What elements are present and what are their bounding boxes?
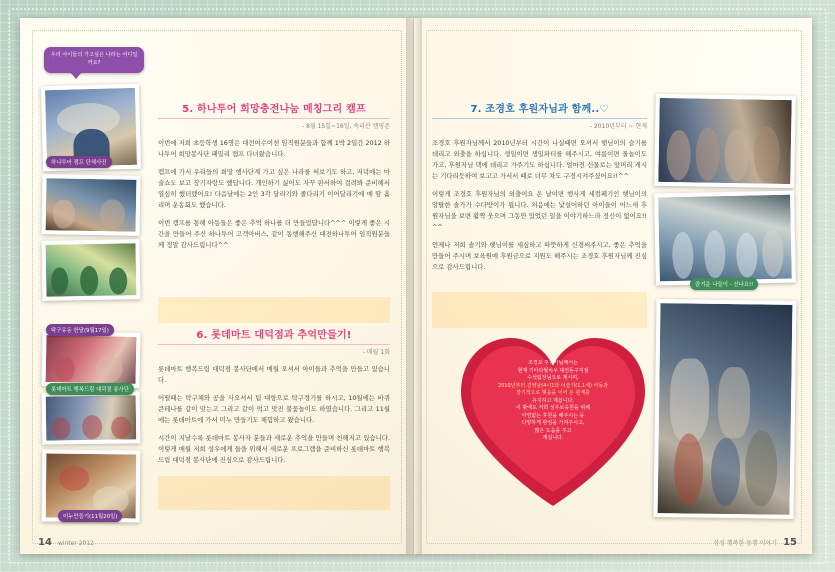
heart-line-4: 장기적으로 맺음을 이어 온 관계를 <box>516 390 590 396</box>
left-footer-label: winter 2012 <box>57 540 94 547</box>
article-6-p2: 어떨때는 탁구채와 공을 사오셔서 팀 대항으로 탁구경기를 하시고, 10월에는 바퀴큰테나를 같이 맞는고 그리고 같이 먹고 맛진 불꽃놀이도 하였습니다. 그리고 11월에는 롯데마트에 가서 미누 만들기도 체험하고 왔습니다. <box>158 394 390 425</box>
article-7-p1: 조경호 후원자님께서 2010년부터 시간이 나실때면 오셔서 햇님이의 슬기를 데리고 외출을 하십니다. 생일이면 생일파티를 해주시고, 여름이면 물놀이도 가고, 후원자님 댁에 데리고 가주기도 하십니다. 얼마전 선물로는 앞머리 캐시는 기다리듯하여 보고고 가서서 때로 너무 차도 구경시켜주셨어요!!^^ <box>432 139 647 181</box>
photo-table-tennis <box>41 331 140 388</box>
article-5-rule <box>158 118 390 119</box>
article-7-rule <box>432 118 647 119</box>
heart-note <box>455 330 651 508</box>
article-6-p1: 롯데마트 행복드림 대덕점 봉사단에서 매월 오셔서 아이들과 추억을 만들고 있습니다. <box>158 365 390 385</box>
right-footer <box>713 537 797 548</box>
heart-line-1: 현재 기아타월치우 대전동구지점 <box>517 367 589 374</box>
photo-camp-group <box>41 239 140 301</box>
cap-hanatour-camp: 하나투어 캠프 단체사진 <box>46 156 112 168</box>
photo-sponsor-family <box>653 299 796 519</box>
heart-line-10: 계십니다. <box>542 435 564 441</box>
photo-volunteer-group <box>42 391 141 444</box>
heart-line-5: 유지하고 계십니다. <box>532 397 574 404</box>
article-6-rule <box>158 344 390 345</box>
heart-line-6: 이 밖에도 저희 성우보육원을 위해 <box>516 405 590 411</box>
right-footer-label: 삼성 행복한 동행 이야기 <box>713 540 778 547</box>
heart-note-text <box>489 360 617 470</box>
cap-lottemart-team: 롯데마트 행복드림 대덕점 봉사단 <box>46 383 134 395</box>
left-footer <box>38 537 94 548</box>
right-page-number: 15 <box>783 537 797 548</box>
heart-line-9: 많은 도움을 주고 <box>534 427 572 434</box>
article-5-p3: 이번 캠프를 통해 아동들은 좋은 추억 하나를 더 만들었답니다^^^ 이렇게 좋은 시간을 만들어 주신 하나투어 고객아버스, 같이 동행해주신 대전하나투어 임직원분들께 정말 감사드립니다^^ <box>158 219 390 250</box>
cap-lottemart-date: 탁구유동 한달(9월17일) <box>46 324 114 336</box>
article-5-p1: 이번에 저희 초등학생 16명은 대전여수이천 임직원분들과 함께 1박 2일간 2012 하나투어 희망봉사단 패밀리 캠프 다녀왔습니다. <box>158 139 390 159</box>
cap-mini-making: 미누만들기(11월20일) <box>58 510 122 522</box>
article-7-p3: 언제나 저희 솔기와 햇님이를 세심하고 따뜻하게 신경써주시고, 좋은 추억을 만들어 주시며 보육원에 후원금으로 지원도 해주시는 조경호 후원자님께 진심으로 감사드립니다. <box>432 241 647 272</box>
article-6-p3: 시간이 지날수록 롯데마트 봉사자 분들과 새로운 추억을 만들며 친해지고 있습니다. 이렇게 매월 저희 성우에게 들을 위해서 새로운 프로그램을 준비하신 롯데마트 행복드림 대덕점 봉사단에 진심으로 감사드립니다. <box>158 434 390 465</box>
article-7 <box>432 100 647 273</box>
photo-indoor-family <box>654 94 796 188</box>
article-5-byline: - 8월 15일~16일, 속리산 캠핑존 <box>302 123 390 130</box>
article-5 <box>158 100 390 251</box>
heart-line-3: 2010년부터 김영남(4시1과 이슬기(1,1세) 아동과 <box>497 382 609 389</box>
article-6 <box>158 326 390 466</box>
heart-line-2: 수석팀장님으로 계시며, <box>527 375 579 381</box>
speech-bubble: 우리 아이들의 가고싶은 나라는 어디일까요? <box>44 47 144 73</box>
article-5-highlight <box>158 297 390 323</box>
article-7-title: 7. 조경호 후원자님과 함께..♡ <box>470 104 609 115</box>
article-6-title: 6. 롯데마트 대덕점과 추억만들기! <box>196 330 352 341</box>
heart-line-8: 다양하게 관심을 가져주시고, <box>521 420 585 426</box>
article-5-p2: 캠프에 가서 우리들의 희망 행사단계 가고 싶은 나라를 써보기도 하고, 저녁에는 마술쇼도 보고 장기자랑도 했답니다. 개인하기 싫어도 자꾸 판서하여 걸려봐 준비해서 열심히 했더랬어요! 다음날에는 2인 3각 달리기와 줄다리기 이어달리기에 매 땀 흘리며 운동회도 했습니다. <box>158 168 390 210</box>
heart-line-7: 아낌없는 후원을 해주시는 등 <box>521 412 585 419</box>
photo-camp-stage <box>41 174 140 236</box>
article-7-p2: 이렇게 조경호 후원자님의 외출이요 온 날이면 행사게 세컴페기인 햇님이의 앙탈한 솔가가 수다방이가 됩니다. 처음에는 낯설어하던 아이들이 어느새 후원자님을 보면 활짝 웃으며 그동안 있었던 일을 이야기하느라 정신이 없어요!!^^ <box>432 190 647 232</box>
article-5-title: 5. 하나투어 희망충전나눔 매칭그리 캠프 <box>182 104 366 115</box>
heart-line-0: 조경호 후원자님께서는 <box>528 360 578 366</box>
cap-outing: 즐거운 나들이 - 신나요!! <box>690 278 758 290</box>
article-6-byline: - 매월 1회 <box>362 349 390 356</box>
page-gutter <box>406 18 422 554</box>
article-7-byline: - 2010년부터 ~ 현재 <box>589 123 647 130</box>
article-7-highlight <box>432 292 647 328</box>
article-6-highlight <box>158 476 390 510</box>
left-page-number: 14 <box>38 537 52 548</box>
photo-children-outdoor <box>654 191 796 286</box>
